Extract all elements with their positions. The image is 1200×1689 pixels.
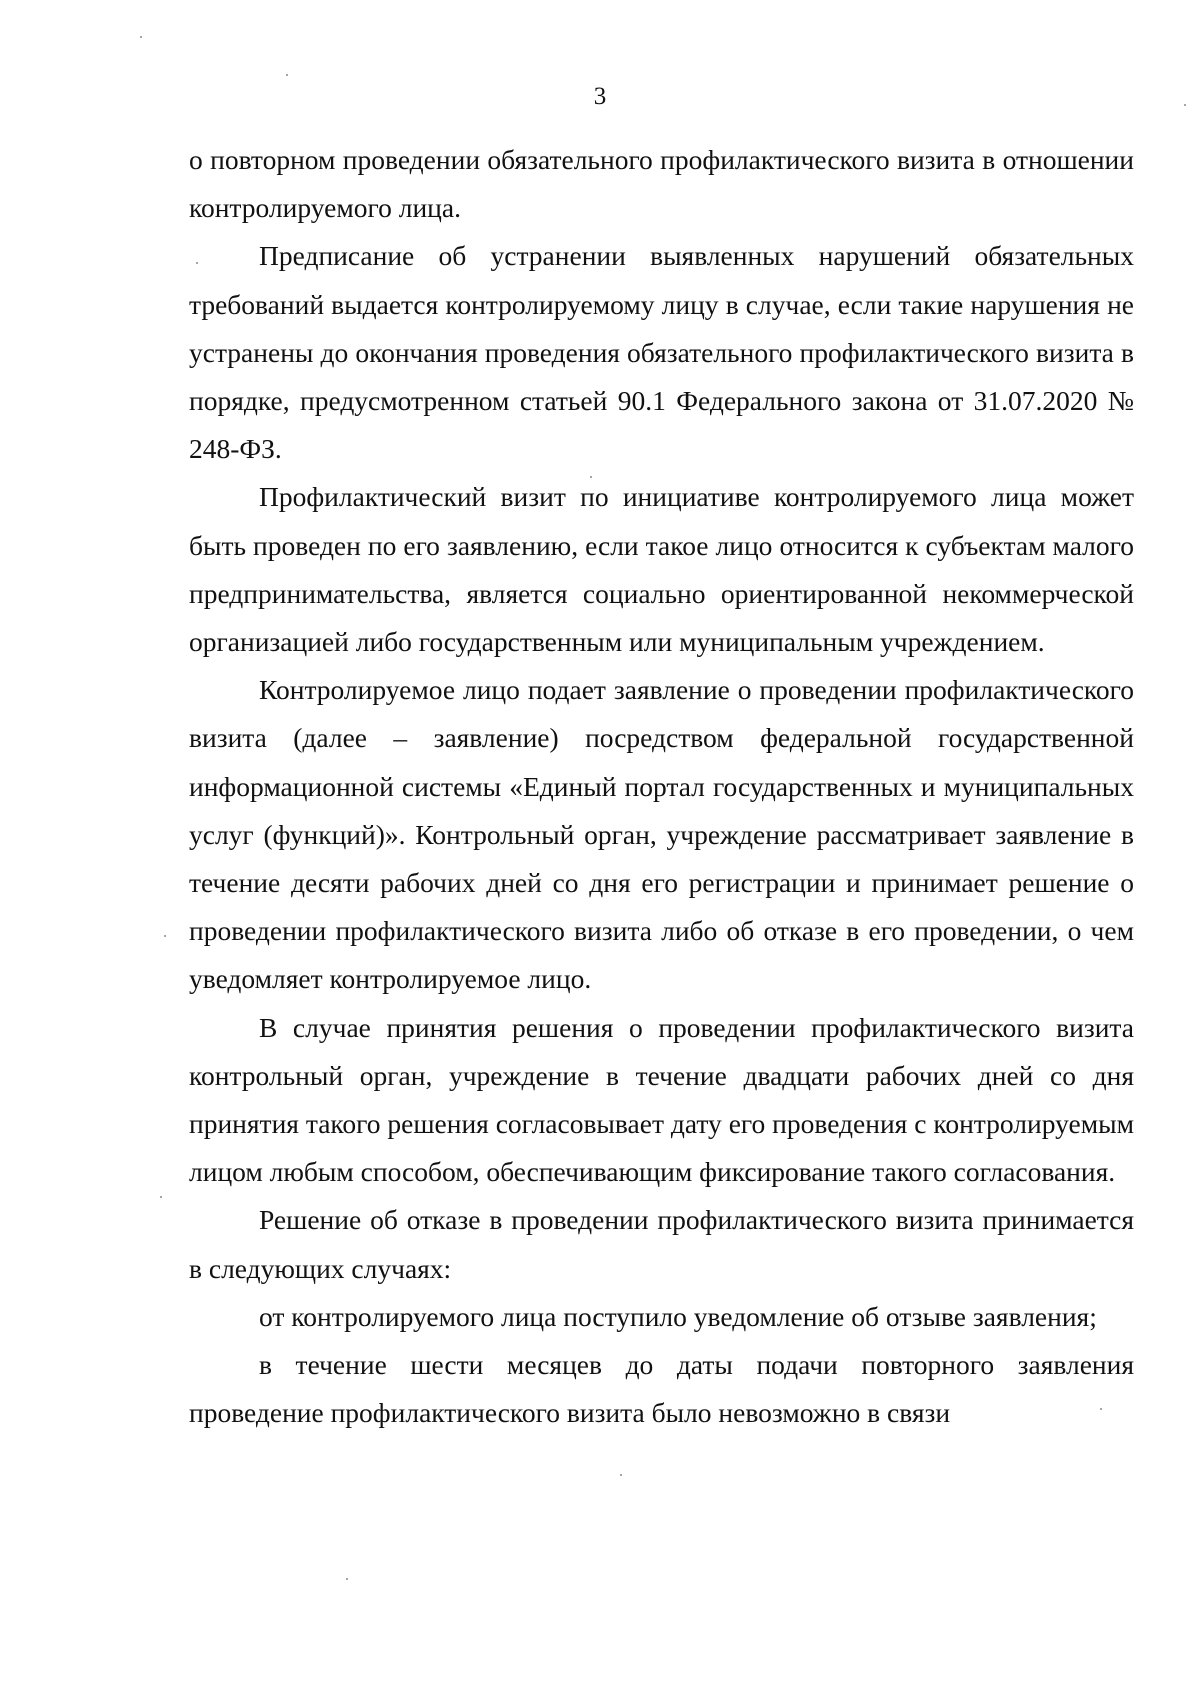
scan-speck bbox=[1184, 104, 1186, 106]
scan-speck bbox=[196, 262, 198, 264]
scan-speck bbox=[590, 476, 592, 478]
paragraph-decision-approval: В случае принятия решения о проведении профилактического визита контрольный орган, учреждение в течение двадцати рабочих дней со дня принятия такого решения согласовывает дату его проведения с контролируемым лицом любым способом, обеспечивающим фиксирование такого согласования. bbox=[189, 1011, 1134, 1188]
paragraph-continuation: о повторном проведении обязательного профилактического визита в отношении контролируемого лица. bbox=[189, 144, 1134, 224]
scan-speck bbox=[1100, 1408, 1102, 1410]
paragraph-refusal-cases: Решение об отказе в проведении профилактического визита принимается в следующих случаях: bbox=[189, 1204, 1134, 1284]
paragraph-prescription: Предписание об устранении выявленных нарушений обязательных требований выдается контролируемому лицу в случае, если такие нарушения не устранены до окончания проведения обязательного профилактического визита в порядке, предусмотренном статьей 90.1 Федерального закона от 31.07.2020 № 248-ФЗ. bbox=[189, 240, 1134, 465]
scan-speck bbox=[164, 935, 166, 937]
page-number: 3 bbox=[593, 83, 607, 110]
scan-speck bbox=[140, 36, 142, 38]
paragraph-initiative-visit: Профилактический визит по инициативе контролируемого лица может быть проведен по его заявлению, если такое лицо относится к субъектам малого предпринимательства, является социально ориентированной некоммерческой организацией либо государственным или муниципальным учреждением. bbox=[189, 481, 1134, 658]
scan-speck bbox=[346, 1578, 348, 1580]
document-body bbox=[189, 136, 1134, 1437]
paragraph-refusal-case-withdrawal: от контролируемого лица поступило уведомление об отзыве заявления; bbox=[259, 1300, 1097, 1332]
scan-speck bbox=[160, 1196, 162, 1198]
scan-speck bbox=[620, 1474, 622, 1476]
scan-speck bbox=[286, 74, 288, 76]
paragraph-refusal-case-repeat: в течение шести месяцев до даты подачи повторного заявления проведение профилактического визита было невозможно в связи bbox=[189, 1349, 1134, 1429]
paragraph-application: Контролируемое лицо подает заявление о проведении профилактического визита (далее – заявление) посредством федеральной государственной информационной системы «Единый портал государственных и муниципальных услуг (функций)». Контрольный орган, учреждение рассматривает заявление в течение десяти рабочих дней со дня его регистрации и принимает решение о проведении профилактического визита либо об отказе в его проведении, о чем уведомляет контролируемое лицо. bbox=[189, 674, 1134, 995]
